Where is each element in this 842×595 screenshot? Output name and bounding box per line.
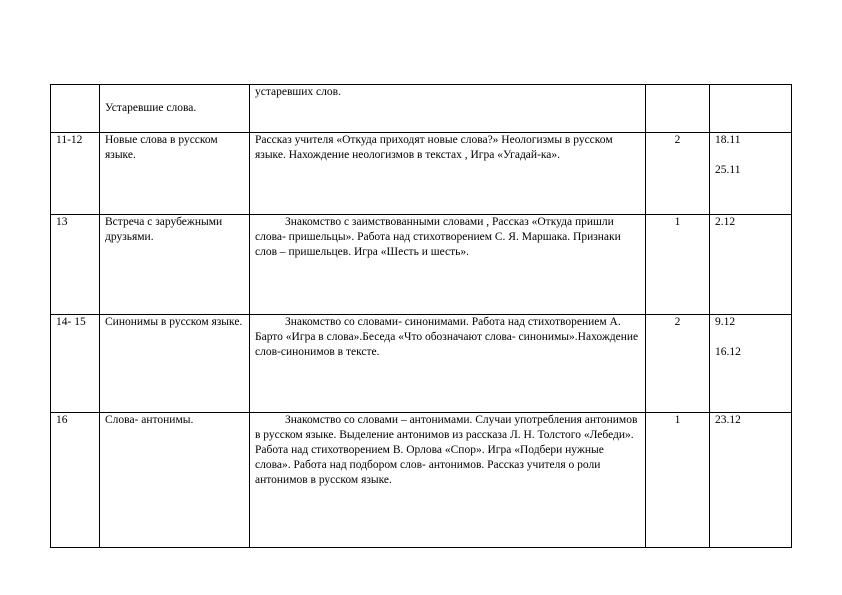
lesson-topic: Новые слова в русском языке. — [100, 133, 250, 215]
date-value: 25.11 — [715, 164, 741, 176]
lesson-hours: 1 — [646, 413, 710, 548]
lesson-number: 13 — [51, 215, 100, 315]
lesson-number: 11-12 — [51, 133, 100, 215]
date-value: 16.12 — [715, 346, 741, 358]
lesson-content: Знакомство со словами – антонимами. Случаи употребления антонимов в русском языке. Выделение антонимов из рассказа Л. Н. Толстого «Лебеди». Работа над стихотворением В. Орлова «Спор». Игра «Подбери нужные слова». Работа над подбором слов- антонимов. Рассказ учителя о роли антонимов в русском языке. — [250, 413, 646, 548]
lesson-plan-table — [50, 84, 792, 548]
lesson-number — [51, 85, 100, 133]
date-value: 23.12 — [715, 414, 741, 426]
lesson-hours — [646, 85, 710, 133]
lesson-date — [710, 413, 792, 548]
lesson-date — [710, 215, 792, 315]
lesson-hours: 1 — [646, 215, 710, 315]
table-row — [51, 215, 792, 315]
lesson-content: Рассказ учителя «Откуда приходят новые слова?» Неологизмы в русском языке. Нахождение неологизмов в текстах , Игра «Угадай-ка». — [250, 133, 646, 215]
lesson-topic: Слова- антонимы. — [100, 413, 250, 548]
lesson-topic: Синонимы в русском языке. — [100, 315, 250, 413]
lesson-content: Знакомство со словами- синонимами. Работа над стихотворением А. Барто «Игра в слова».Беседа «Что обозначают слова- синонимы».Нахождение слов-синонимов в тексте. — [250, 315, 646, 413]
table-row — [51, 413, 792, 548]
table-row — [51, 315, 792, 413]
table-row — [51, 85, 792, 133]
lesson-content: Знакомство с заимствованными словами , Рассказ «Откуда пришли слова- пришельцы». Работа над стихотворением С. Я. Маршака. Признаки слов – пришельцев. Игра «Шесть и шесть». — [250, 215, 646, 315]
date-value: 18.11 — [715, 134, 741, 146]
lesson-date — [710, 85, 792, 133]
lesson-hours: 2 — [646, 133, 710, 215]
lesson-number: 16 — [51, 413, 100, 548]
lesson-date — [710, 133, 792, 215]
lesson-hours: 2 — [646, 315, 710, 413]
table-row — [51, 133, 792, 215]
lesson-number: 14- 15 — [51, 315, 100, 413]
lesson-topic: Устаревшие слова. — [100, 85, 250, 133]
lesson-content: устаревших слов. — [250, 85, 646, 133]
date-value: 2.12 — [715, 216, 736, 228]
date-value: 9.12 — [715, 316, 736, 328]
lesson-date — [710, 315, 792, 413]
lesson-topic: Встреча с зарубежными друзьями. — [100, 215, 250, 315]
